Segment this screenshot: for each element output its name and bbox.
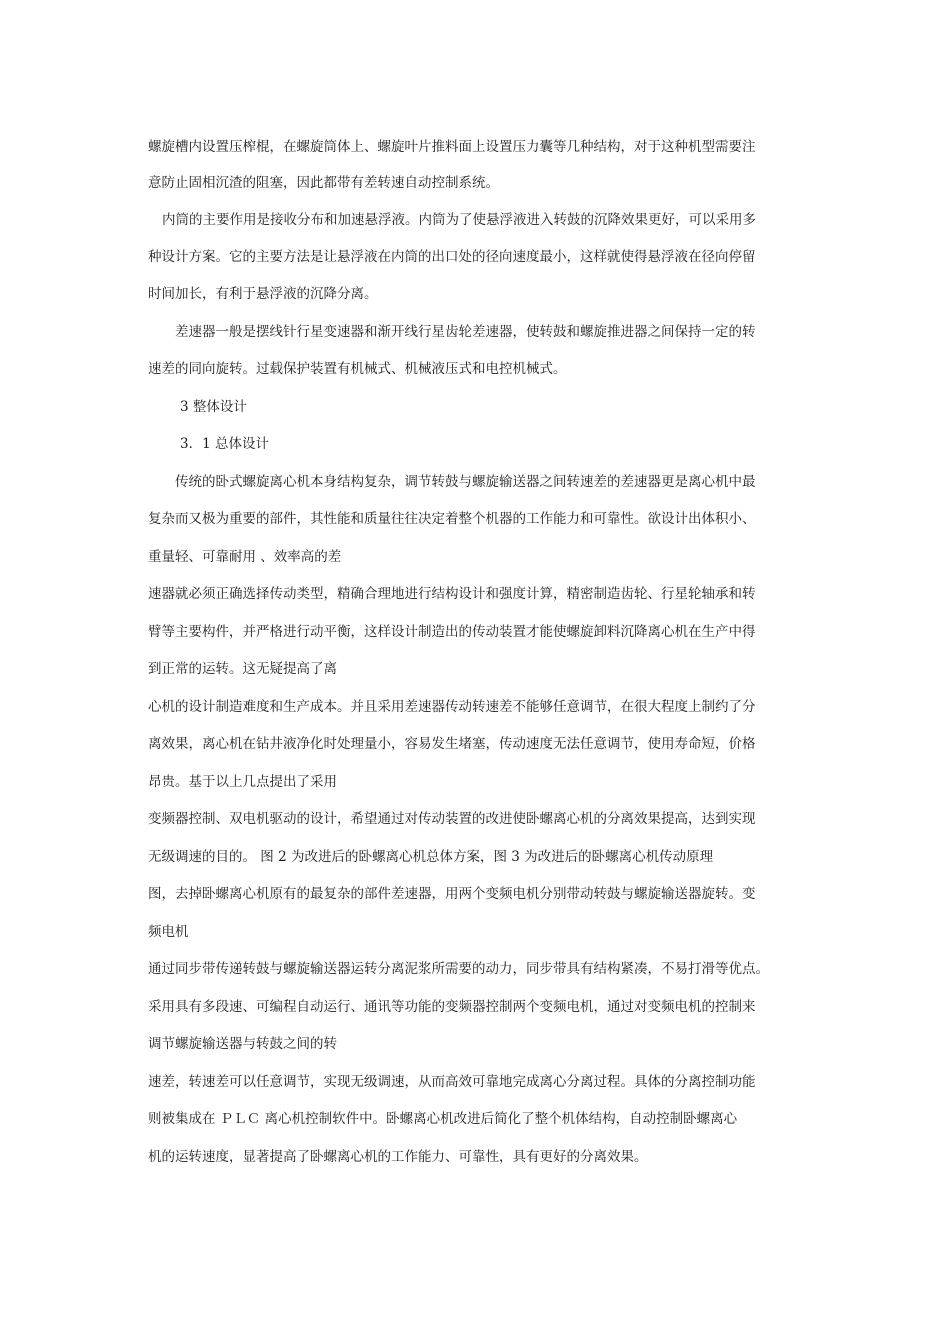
text-line: 机的运转速度，显著提高了卧螺离心机的工作能力、可靠性，具有更好的分离效果。 bbox=[148, 1149, 648, 1165]
text-line: 昂贵。基于以上几点提出了采用 bbox=[148, 774, 337, 790]
text-line: 种设计方案。它的主要方法是让悬浮液在内筒的出口处的径向速度最小，这样就使得悬浮液在径向停留 bbox=[148, 249, 756, 265]
paragraph-start-line: 差速器一般是摆线针行星变速器和渐开线行星齿轮差速器，使转鼓和螺旋推进器之间保持一定的转 bbox=[175, 324, 756, 340]
text-line: 无级调速的目的。 图 2 为改进后的卧螺离心机总体方案，图 3 为改进后的卧螺离心机传动原理 bbox=[148, 849, 714, 865]
text-line: 臂等主要构件，并严格进行动平衡，这样设计制造出的传动装置才能使螺旋卸料沉降离心机在生产中得 bbox=[148, 624, 756, 640]
text-line: 图，去掉卧螺离心机原有的最复杂的部件差速器，用两个变频电机分别带动转鼓与螺旋输送器旋转。变 bbox=[148, 886, 756, 902]
text-line: 通过同步带传递转鼓与螺旋输送器运转分离泥浆所需要的动力，同步带具有结构紧凑，不易打滑等优点。 bbox=[148, 961, 769, 977]
text-line: 则被集成在 ＰＬＣ 离心机控制软件中。卧螺离心机改进后简化了整个机体结构，自动控制卧螺离心 bbox=[148, 1111, 738, 1127]
text-line: 时间加长，有利于悬浮液的沉降分离。 bbox=[148, 286, 378, 302]
text-line: 重量轻、可靠耐用 、效率高的差 bbox=[148, 549, 342, 565]
text-line: 速差的同向旋转。过载保护装置有机械式、机械液压式和电控机械式。 bbox=[148, 361, 567, 377]
text-line: 变频器控制、双电机驱动的设计，希望通过对传动装置的改进使卧螺离心机的分离效果提高，达到实现 bbox=[148, 811, 756, 827]
text-line: 复杂而又极为重要的部件，其性能和质量往往决定着整个机器的工作能力和可靠性。欲设计出体积小、 bbox=[148, 511, 756, 527]
text-line: 螺旋槽内设置压榨棍，在螺旋筒体上、螺旋叶片推料面上设置压力囊等几种结构，对于这种机型需要注 bbox=[148, 139, 756, 155]
text-line: 频电机 bbox=[148, 924, 189, 940]
paragraph-start-line: 内筒的主要作用是接收分布和加速悬浮液。内筒为了使悬浮液进入转鼓的沉降效果更好，可以采用多 bbox=[162, 212, 756, 228]
text-line: 速器就必须正确选择传动类型，精确合理地进行结构设计和强度计算，精密制造齿轮、行星轮轴承和转 bbox=[148, 586, 756, 602]
subsection-heading: 3．1 总体设计 bbox=[180, 436, 269, 452]
text-line: 意防止固相沉渣的阻塞，因此都带有差转速自动控制系统。 bbox=[148, 175, 499, 191]
paragraph-start-line: 传统的卧式螺旋离心机本身结构复杂，调节转鼓与螺旋输送器之间转速差的差速器更是离心机中最 bbox=[175, 474, 756, 490]
text-line: 到正常的运转。这无疑提高了离 bbox=[148, 661, 337, 677]
text-line: 心机的设计制造难度和生产成本。并且采用差速器传动转速差不能够任意调节，在很大程度上制约了分 bbox=[148, 699, 756, 715]
text-line: 采用具有多段速、可编程自动运行、通讯等功能的变频器控制两个变频电机，通过对变频电机的控制来 bbox=[148, 999, 756, 1015]
text-line: 调节螺旋输送器与转鼓之间的转 bbox=[148, 1036, 337, 1052]
text-line: 速差，转速差可以任意调节，实现无级调速，从而高效可靠地完成离心分离过程。具体的分离控制功能 bbox=[148, 1074, 756, 1090]
text-line: 离效果，离心机在钻井液净化时处理量小，容易发生堵塞，传动速度无法任意调节，使用寿命短，价格 bbox=[148, 736, 756, 752]
section-heading: 3 整体设计 bbox=[180, 399, 247, 415]
